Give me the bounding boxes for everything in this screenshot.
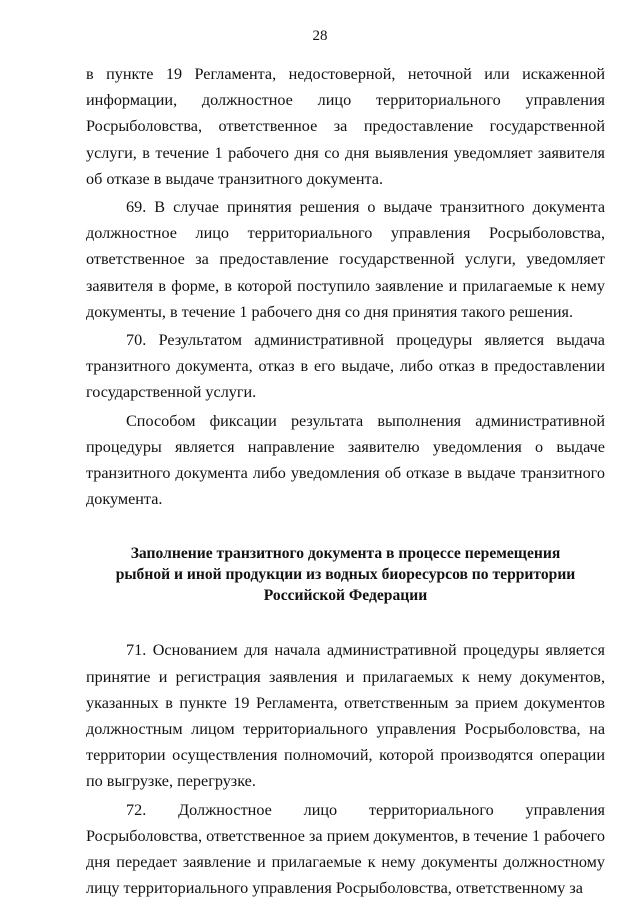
paragraph-70: 70. Результатом административной процедуры является выдача транзитного документа, отказ в его выдаче, либо отказ в предоставлении государственной услуги.: [86, 331, 605, 402]
heading-line-1: Заполнение транзитного документа в процессе перемещения: [130, 545, 561, 563]
section-heading: [86, 543, 605, 606]
paragraph-continuation: в пункте 19 Регламента, недостоверной, неточной или искаженной информации, должностное лицо территориального управления Росрыболовства, ответственное за предоставление государственной услуги, в течение 1 рабочего дня со дня выявления уведомляет заявителя об отказе в выдаче транзитного документа.: [86, 65, 605, 188]
paragraph-72: 72. Должностное лицо территориального управления Росрыболовства, ответственное за прием документов, в течение 1 рабочего дня передает заявление и прилагаемые к нему документы должностному лицу территориального управления Росрыболовства, ответственному за: [86, 800, 605, 898]
paragraph-69: 69. В случае принятия решения о выдаче транзитного документа должностное лицо территориального управления Росрыболовства, ответственное за предоставление государственной услуги, уведомляет заявителя в форме, в которой поступило заявление и прилагаемые к нему документы, в течение 1 рабочего дня со дня принятия такого решения.: [86, 198, 605, 321]
heading-line-2: рыбной и иной продукции из водных биоресурсов по территории: [115, 566, 576, 584]
paragraph-71: 71. Основанием для начала административной процедуры является принятие и регистрация заявления и прилагаемых к нему документов, указанных в пункте 19 Регламента, ответственным за прием документов должностным лицом территориального управления Росрыболовства, на территории осуществления полномочий, которой производятся операции по выгрузке, перегрузке.: [86, 641, 605, 791]
heading-line-3: Российской Федерации: [263, 587, 428, 605]
document-body: [86, 61, 605, 901]
paragraph-70-fixation: Способом фиксации результата выполнения административной процедуры является направление заявителю уведомления о выдаче транзитного документа либо уведомления об отказе в выдаче транзитного документа.: [86, 411, 605, 509]
page-number: 28: [312, 28, 328, 44]
